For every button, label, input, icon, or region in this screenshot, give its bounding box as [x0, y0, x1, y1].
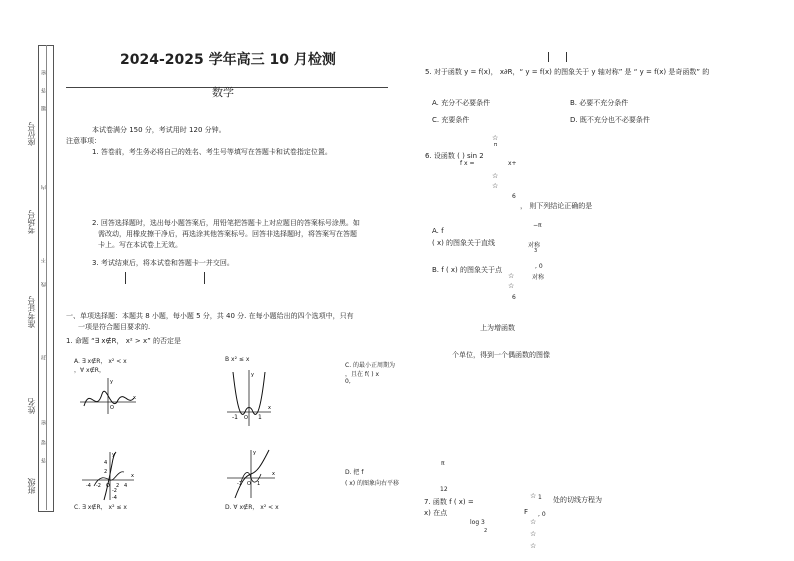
tick-x-4: 4 [124, 483, 128, 489]
q6-option-b-sym: 对称 [532, 274, 545, 281]
seal-word: 密 [41, 420, 47, 425]
q6-pi-b: π [441, 460, 445, 467]
seal-word: 题 [41, 106, 47, 111]
tick-x-2: 2 [116, 483, 120, 489]
q6-star: ☆ [508, 272, 515, 280]
seal-word: 答 [41, 88, 47, 93]
q6-six: 6 [512, 193, 516, 200]
axis-x-label: x [272, 471, 275, 477]
section1-heading-line1: 一、单项选择题：本题共 8 小题，每小题 5 分，共 40 分. 在每小题给出的四个选项中，只有 [66, 312, 354, 320]
shift-option-d-cont: ( x) 的图象向右平移 [345, 480, 400, 487]
axis-x-label: x [131, 473, 134, 479]
notice-2-line2: 需改动，用橡皮擦干净后，再选涂其他答案标号。回答非选择题时，将答案写在答题 [98, 230, 357, 238]
q7-star: ☆ [530, 530, 537, 538]
q7-at: x) 在点 [424, 509, 448, 517]
axis-x-label: x [133, 395, 136, 401]
q6-three: 3 [534, 248, 538, 254]
q6-twelve: 12 [440, 486, 448, 493]
q6-neg-pi: −π [533, 222, 542, 229]
axis-x-label: x [268, 405, 271, 411]
period-option-c-interval: 0, [345, 378, 351, 385]
q6-option-a: A. f [432, 227, 444, 235]
class-label: 班级 [27, 478, 36, 494]
seal-word: 不 [41, 258, 47, 263]
origin-label: O [106, 483, 110, 489]
q5-stem: 5. 对于函数 y = f(x)， x∂R，“ y = f(x) 的图象关于 y 轴对称” 是 “ y = f(x) 是奇函数” 的 [425, 68, 710, 76]
period-option-c: C. 的最小正周期为 [345, 362, 396, 369]
tick-one: 1 [258, 414, 262, 421]
axis-y-label: y [110, 379, 113, 385]
q6-option-b-point: , 0 [535, 263, 543, 270]
origin-label: O [110, 405, 114, 411]
tick-y-2: 2 [104, 469, 108, 475]
notice-title: 注意事项： [66, 137, 101, 145]
notice-1: 1. 答卷前，考生务必将自己的姓名、考生号等填写在答题卡和试卷指定位置。 [92, 148, 332, 156]
cursor-mark [125, 272, 126, 284]
notice-2-line1: 2. 回答选择题时，选出每小题答案后，用铅笔把答题卡上对应题目的答案标号涂黑。如 [92, 219, 360, 227]
q7-subscript: 2 [484, 528, 488, 534]
seat-number-label: 座位号 [27, 122, 36, 146]
q6-option-a-sym: 对称 [528, 242, 541, 249]
cursor-mark [204, 272, 205, 284]
q7-zero: , 0 [538, 511, 546, 518]
q7-F: F [524, 508, 529, 516]
exam-room-label: 考场号 [27, 210, 36, 234]
q5-option-c: C. 充要条件 [432, 116, 470, 124]
seal-word: 密 [41, 70, 47, 75]
q7-star: ☆ [530, 492, 537, 500]
q1-option-a-cont: ，∀ x∉R， [74, 367, 105, 374]
seal-word: 内 [41, 185, 47, 190]
q6-pi: π [494, 142, 498, 148]
notice-2-line3: 卡上。写在本试卷上无效。 [98, 241, 182, 249]
cursor-mark [566, 52, 567, 62]
cursor-mark [548, 52, 549, 62]
subject-title: 数学 [212, 86, 234, 99]
origin-label: O [244, 415, 248, 421]
axis-y-label: y [251, 372, 254, 378]
q7-one: 1 [538, 494, 542, 501]
ticket-number-label: 准考证号 [27, 296, 36, 328]
q1-option-d: D. ∀ x∉R， x² < x [225, 504, 279, 511]
seal-word: 答 [41, 458, 47, 463]
q6-option-a-cont: ( x) 的图象关于直线 [432, 239, 496, 247]
q6-fx: f x = [460, 160, 475, 167]
q1-option-a: A. ∃ x∉R， x² < x [74, 358, 127, 365]
q6-star: ☆ [508, 282, 515, 290]
q6-option-b: B. f ( x) 的图象关于点 [432, 266, 502, 274]
graph-c [80, 450, 136, 502]
section1-heading-line2: 一项是符合题目要求的. [78, 323, 151, 331]
period-option-c-cont: ，且在 f( ) x [345, 371, 380, 378]
tick-neg-one: -1 [237, 481, 242, 487]
q6-xplus: x+ [508, 160, 517, 167]
q6-stem: 6. 设函数 ( ) sin 2 [425, 152, 484, 160]
origin-label: O [247, 481, 251, 487]
axis-y-label: y [253, 450, 256, 456]
graph-b [225, 368, 273, 428]
q5-option-d: D. 既不充分也不必要条件 [570, 116, 650, 124]
q5-option-a: A. 充分不必要条件 [432, 99, 491, 107]
q6-star: ☆ [492, 182, 499, 190]
q6-star: ☆ [492, 134, 499, 142]
tick-neg-one: -1 [232, 414, 238, 421]
notice-3: 3. 考试结束后，将本试卷和答题卡一并交回。 [92, 259, 234, 267]
exam-info: 本试卷满分 150 分，考试用时 120 分钟。 [92, 126, 226, 134]
q6-shift: 个单位，得到一个偶函数的图像 [452, 351, 550, 359]
q1-option-c: C. ∃ x∉R， x² ≤ x [74, 504, 127, 511]
q6-star: ☆ [492, 172, 499, 180]
graph-d [225, 448, 277, 500]
q7-stem: 7. 函数 f ( x) = [424, 498, 474, 506]
q7-log: log 3 [470, 519, 485, 526]
q6-six-b: 6 [512, 294, 516, 301]
name-label: 姓名 [27, 398, 36, 414]
q1-option-b: B x² ≤ x [225, 356, 250, 363]
page-title: 2024-2025 学年高三 10 月检测 [120, 52, 336, 68]
tick-x-neg2: -2 [96, 483, 101, 489]
q5-option-b: B. 必要不充分条件 [570, 99, 629, 107]
seal-word: 线 [41, 282, 47, 287]
seal-word: 封 [41, 355, 47, 360]
q7-tangent: 处的切线方程为 [553, 496, 602, 504]
tick-one: 1 [257, 481, 261, 487]
shift-option-d: D. 把 f [345, 469, 364, 476]
tick-y-4: 4 [104, 460, 108, 466]
seal-word: 要 [41, 440, 47, 445]
graph-a [78, 376, 140, 416]
tick-x-neg4: -4 [86, 483, 91, 489]
tick-y-neg4: -4 [112, 495, 117, 501]
q7-star: ☆ [530, 542, 537, 550]
q7-star: ☆ [530, 518, 537, 526]
q6-tail: ， 则下列结论正确的是 [520, 202, 593, 210]
axis-y-label: y [112, 452, 115, 458]
q1-stem: 1. 命题 “∃ x∉R， x² > x” 的否定是 [66, 337, 181, 345]
tick-y-neg2: -2 [112, 488, 117, 494]
q6-increasing: 上为增函数 [480, 324, 515, 332]
